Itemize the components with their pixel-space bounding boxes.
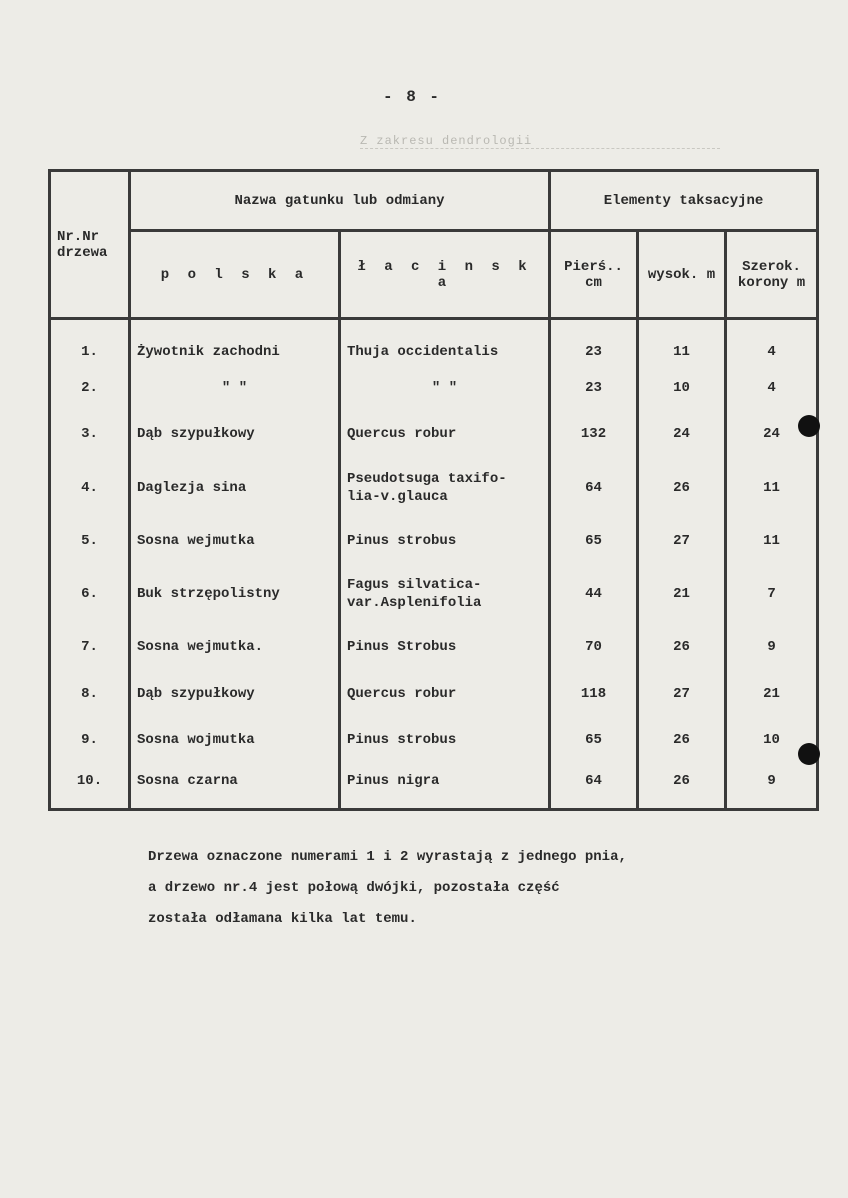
cell-height: 11 bbox=[638, 319, 726, 365]
table-row bbox=[50, 717, 818, 763]
cell-latin: Pinus nigra bbox=[340, 763, 550, 809]
cell-crown: 10 bbox=[726, 717, 818, 763]
cell-nr: 8. bbox=[50, 670, 130, 716]
cell-nr: 6. bbox=[50, 564, 130, 624]
cell-nr: 2. bbox=[50, 365, 130, 411]
cell-nr: 10. bbox=[50, 763, 130, 809]
header-nr: Nr.Nr drzewa bbox=[50, 171, 130, 319]
punch-hole bbox=[798, 743, 820, 765]
header-polish: p o l s k a bbox=[130, 231, 340, 319]
footnote-line: Drzewa oznaczone numerami 1 i 2 wyrastają z jednego pnia, bbox=[148, 849, 627, 865]
header-latin: ł a c i n s k a bbox=[340, 231, 550, 319]
cell-height: 26 bbox=[638, 624, 726, 670]
table-row bbox=[50, 624, 818, 670]
header-species-name: Nazwa gatunku lub odmiany bbox=[130, 171, 550, 231]
footnote-line: została odłamana kilka lat temu. bbox=[148, 911, 417, 927]
table-row bbox=[50, 763, 818, 809]
cell-crown: 24 bbox=[726, 411, 818, 457]
cell-latin: Quercus robur bbox=[340, 411, 550, 457]
cell-height: 21 bbox=[638, 564, 726, 624]
cell-latin: Quercus robur bbox=[340, 670, 550, 716]
header-girth: Pierś.. cm bbox=[550, 231, 638, 319]
cell-latin: Fagus silvatica- var.Asplenifolia bbox=[340, 564, 550, 624]
cell-polish: Dąb szypułkowy bbox=[130, 411, 340, 457]
table-row bbox=[50, 365, 818, 411]
page-number: - 8 - bbox=[382, 88, 441, 106]
cell-latin: Pinus Strobus bbox=[340, 624, 550, 670]
cell-polish: " " bbox=[130, 365, 340, 411]
cell-height: 26 bbox=[638, 717, 726, 763]
cell-nr: 1. bbox=[50, 319, 130, 365]
cell-nr: 3. bbox=[50, 411, 130, 457]
cell-crown: 7 bbox=[726, 564, 818, 624]
cell-nr: 7. bbox=[50, 624, 130, 670]
cell-crown: 9 bbox=[726, 763, 818, 809]
table-row bbox=[50, 319, 818, 365]
cell-girth: 118 bbox=[550, 670, 638, 716]
cell-height: 27 bbox=[638, 670, 726, 716]
footnote bbox=[148, 842, 748, 935]
cell-girth: 23 bbox=[550, 365, 638, 411]
cell-crown: 21 bbox=[726, 670, 818, 716]
punch-hole bbox=[798, 415, 820, 437]
table-row bbox=[50, 411, 818, 457]
faded-heading: Z zakresu dendrologii bbox=[360, 134, 720, 149]
cell-height: 26 bbox=[638, 763, 726, 809]
cell-height: 27 bbox=[638, 518, 726, 564]
cell-latin: Pinus strobus bbox=[340, 717, 550, 763]
cell-polish: Sosna wejmutka bbox=[130, 518, 340, 564]
cell-girth: 44 bbox=[550, 564, 638, 624]
cell-crown: 11 bbox=[726, 457, 818, 517]
cell-girth: 132 bbox=[550, 411, 638, 457]
cell-crown: 11 bbox=[726, 518, 818, 564]
cell-crown: 4 bbox=[726, 365, 818, 411]
cell-girth: 70 bbox=[550, 624, 638, 670]
cell-latin: Thuja occidentalis bbox=[340, 319, 550, 365]
cell-crown: 4 bbox=[726, 319, 818, 365]
cell-girth: 65 bbox=[550, 717, 638, 763]
header-taxation-elements: Elementy taksacyjne bbox=[550, 171, 818, 231]
cell-girth: 23 bbox=[550, 319, 638, 365]
cell-nr: 4. bbox=[50, 457, 130, 517]
cell-latin: Pseudotsuga taxifo- lia-v.glauca bbox=[340, 457, 550, 517]
cell-height: 26 bbox=[638, 457, 726, 517]
cell-girth: 64 bbox=[550, 763, 638, 809]
cell-latin: Pinus strobus bbox=[340, 518, 550, 564]
cell-crown: 9 bbox=[726, 624, 818, 670]
tree-taxation-table bbox=[48, 169, 819, 811]
cell-polish: Żywotnik zachodni bbox=[130, 319, 340, 365]
cell-polish: Sosna wejmutka. bbox=[130, 624, 340, 670]
table-row bbox=[50, 518, 818, 564]
cell-height: 24 bbox=[638, 411, 726, 457]
cell-polish: Sosna wojmutka bbox=[130, 717, 340, 763]
cell-nr: 5. bbox=[50, 518, 130, 564]
header-crown: Szerok. korony m bbox=[726, 231, 818, 319]
cell-girth: 65 bbox=[550, 518, 638, 564]
cell-polish: Daglezja sina bbox=[130, 457, 340, 517]
header-height: wysok. m bbox=[638, 231, 726, 319]
table-row bbox=[50, 457, 818, 517]
cell-girth: 64 bbox=[550, 457, 638, 517]
cell-polish: Sosna czarna bbox=[130, 763, 340, 809]
cell-nr: 9. bbox=[50, 717, 130, 763]
cell-polish: Dąb szypułkowy bbox=[130, 670, 340, 716]
table-row bbox=[50, 670, 818, 716]
cell-latin: " " bbox=[340, 365, 550, 411]
table-row bbox=[50, 564, 818, 624]
cell-polish: Buk strzępolistny bbox=[130, 564, 340, 624]
cell-height: 10 bbox=[638, 365, 726, 411]
footnote-line: a drzewo nr.4 jest połową dwójki, pozostała część bbox=[148, 880, 560, 896]
